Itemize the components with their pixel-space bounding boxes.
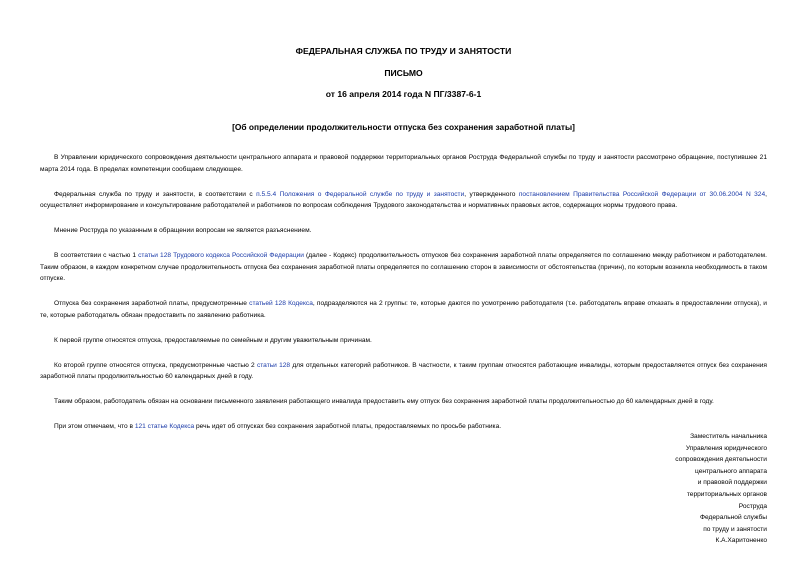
signature-block [675,431,767,547]
document-body [40,152,767,446]
paragraph-6: К первой группе относятся отпуска, предоставляемые по семейным и другим уважительным причинам. [54,336,372,344]
signature-line: Роструда [738,502,767,510]
paragraph-7-text-a: Ко второй группе относятся отпуска, предусмотренные частью 2 [54,361,257,369]
signature-line: и правовой поддержки [697,479,767,487]
document-date-number: от 16 апреля 2014 года N ПГ/3387-6-1 [325,89,482,99]
link-article-121-code[interactable]: 121 статье Кодекса [134,423,195,430]
paragraph-5 [40,298,767,321]
signatory-name: К.А.Харитоненко [715,537,767,545]
paragraph-4 [40,250,767,285]
paragraph-9-text-a: При этом отмечаем, что в [54,423,135,430]
document-type: ПИСЬМО [384,68,423,78]
paragraph-7 [40,360,767,383]
paragraph-7-text-b: для отдельных категорий работников. В частности, к таким группам относятся работающие инвалиды, которым предоставляется отпуск без сохранения заработной платы продолжительностью 60 календарных дней в году. [40,361,767,380]
paragraph-2 [40,189,767,212]
signature-line: Заместитель начальника [690,433,767,440]
signature-line: Федеральной службы [699,514,767,522]
paragraph-5-text-a: Отпуска без сохранения заработной платы, предусмотренные [54,300,250,307]
link-government-resolution[interactable]: постановлением Правительства Российской Федерации от 30.06.2004 N 324 [518,190,766,198]
paragraph-2-text-a: Федеральная служба по труду и занятости, в соответствии с [54,190,257,198]
paragraph-4-text-b: (далее - Кодекс) продолжительность отпусков без сохранения заработной платы определяется по соглашению между работником и работодателем. Таким образом, в каждом конкретном случае продолжительность отпуска без сохранения заработной платы определяется по соглашению сторон в зависимости от обстоятельства (причин), по которым возникла необходимость в таком отпуске. [40,252,767,282]
paragraph-3: Мнение Роструда по указанным в обращении вопросам не является разъяснением. [54,227,312,234]
paragraph-2-text-c: , осуществляет информирование и консультирование работодателей и работников по вопросам соблюдения Трудового законодательства и нормативных правовых актов, содержащих нормы трудового права. [40,190,767,209]
agency-title: ФЕДЕРАЛЬНАЯ СЛУЖБА ПО ТРУДУ И ЗАНЯТОСТИ [295,46,512,56]
paragraph-4-text-a: В соответствии с частью 1 [54,252,139,259]
link-article-128-code[interactable]: статьей 128 Кодекса [249,300,313,307]
signature-line: Управления юридического [685,444,767,452]
paragraph-2-text-b: , утвержденного [464,190,519,198]
signature-line: территориальных органов [686,490,767,498]
signature-line: по труду и занятости [703,525,767,533]
link-article-128-labor-code[interactable]: статьи 128 Трудового кодекса Российской Федерации [138,252,304,259]
signature-line: центрального аппарата [695,467,767,475]
paragraph-9 [40,421,767,433]
link-article-128[interactable]: статьи 128 [256,361,291,369]
link-regulation-5-5-4[interactable]: п.5.5.4 Положения о Федеральной службе по труду и занятости [256,190,465,198]
paragraph-5-text-b: , подразделяются на 2 группы: те, которые даются по усмотрению работодателя (т.е. работодатель вправе отказать в предоставлении отпуска), и те, которые работодатель обязан предоставить по заявлению работника. [40,300,767,319]
signature-line: сопровождения деятельности [675,456,767,464]
paragraph-8: Таким образом, работодатель обязан на основании письменного заявления работающего инвалида предоставить ему отпуск без сохранения заработной платы продолжительностью до 60 календарных дней в году. [54,398,714,405]
document-subject: [Об определении продолжительности отпуска без сохранения заработной платы] [232,122,575,132]
paragraph-9-text-b: речь идет об отпусках без сохранения заработной платы, предоставляемых по просьбе работника. [194,423,502,430]
paragraph-1: В Управлении юридического сопровождения деятельности центрального аппарата и правовой поддержки территориальных органов Роструда Федеральной службы по труду и занятости рассмотрено обращение, поступившее 21 марта 2014 года. В пределах компетенции сообщаем следующее. [40,154,767,173]
